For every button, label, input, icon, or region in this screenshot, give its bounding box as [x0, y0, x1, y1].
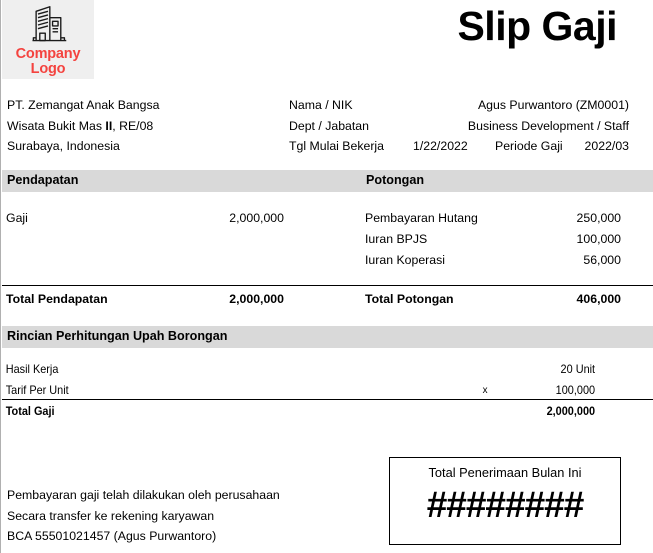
employee-name-row	[289, 95, 629, 116]
employee-start-label: Tgl Mulai Bekerja	[289, 139, 384, 154]
deductions-total-label: Total Potongan	[365, 292, 454, 306]
net-pay-box	[389, 457, 621, 545]
piecework-multiplier-operator: x	[482, 384, 488, 396]
logo-line-1: Company	[15, 46, 81, 62]
piecework-header: Rincian Perhitungan Upah Borongan	[7, 329, 228, 343]
earnings-deductions-header-bar	[2, 170, 653, 192]
piecework-total-amount: 2,000,000	[546, 405, 596, 418]
deductions-item-name: Pembayaran Hutang	[365, 211, 478, 225]
office-building-icon	[26, 4, 70, 46]
earnings-total-label: Total Pendapatan	[6, 292, 108, 306]
payment-note-line-1: Pembayaran gaji telah dilakukan oleh perusahaan	[7, 488, 280, 502]
totals-divider	[2, 285, 653, 286]
company-street-bold: II	[105, 118, 113, 133]
piecework-header-bar	[2, 326, 653, 348]
earnings-total-amount: 2,000,000	[229, 292, 284, 306]
page-title: Slip Gaji	[457, 3, 617, 49]
employee-start-row	[289, 136, 629, 157]
piecework-row-name: Hasil Kerja	[5, 363, 59, 376]
piecework-row-amount: 20 Unit	[560, 363, 596, 376]
earnings-header: Pendapatan	[7, 173, 79, 187]
net-pay-value: ########	[426, 484, 584, 526]
payment-note-line-2: Secara transfer ke rekening karyawan	[7, 508, 215, 523]
deductions-header: Potongan	[366, 173, 425, 187]
piecework-row-amount: 100,000	[555, 384, 596, 397]
net-pay-label: Total Penerimaan Bulan Ini	[428, 465, 582, 480]
employee-dept-label: Dept / Jabatan	[289, 118, 369, 133]
company-logo-text	[16, 47, 81, 77]
piecework-divider	[2, 399, 653, 400]
deductions-item-name: Iuran BPJS	[365, 232, 428, 246]
employee-details	[289, 95, 629, 157]
company-street-part1: Wisata Bukit Mas	[7, 118, 106, 133]
company-logo	[2, 0, 94, 79]
deductions-item-amount: 56,000	[583, 253, 621, 267]
company-street-part2: , RE/08	[112, 118, 154, 133]
employee-dept-row	[289, 116, 629, 137]
salary-period-value: 2022/03	[584, 139, 629, 154]
piecework-total-label: Total Gaji	[5, 405, 55, 418]
employee-dept-value: Business Development / Staff	[467, 118, 629, 133]
company-street	[7, 116, 159, 137]
salary-period-label: Periode Gaji	[495, 139, 563, 154]
earnings-item-name: Gaji	[6, 211, 28, 225]
piecework-row-name: Tarif Per Unit	[5, 384, 69, 397]
employee-start-value: 1/22/2022	[413, 139, 468, 154]
employee-name-label: Nama / NIK	[289, 98, 353, 112]
deductions-item-amount: 100,000	[576, 232, 621, 246]
deductions-item-name: Iuran Koperasi	[365, 253, 445, 267]
logo-line-2: Logo	[30, 61, 66, 78]
earnings-item-amount: 2,000,000	[229, 211, 284, 225]
company-city: Surabaya, Indonesia	[7, 139, 120, 154]
deductions-item-amount: 250,000	[576, 211, 621, 225]
company-address-block	[7, 95, 159, 157]
employee-name-value: Agus Purwantoro (ZM0001)	[477, 98, 629, 112]
payment-note	[7, 485, 280, 547]
deductions-total-amount: 406,000	[576, 292, 621, 306]
company-name: PT. Zemangat Anak Bangsa	[7, 98, 160, 112]
bank-account-line: BCA 55501021457 (Agus Purwantoro)	[7, 529, 217, 544]
